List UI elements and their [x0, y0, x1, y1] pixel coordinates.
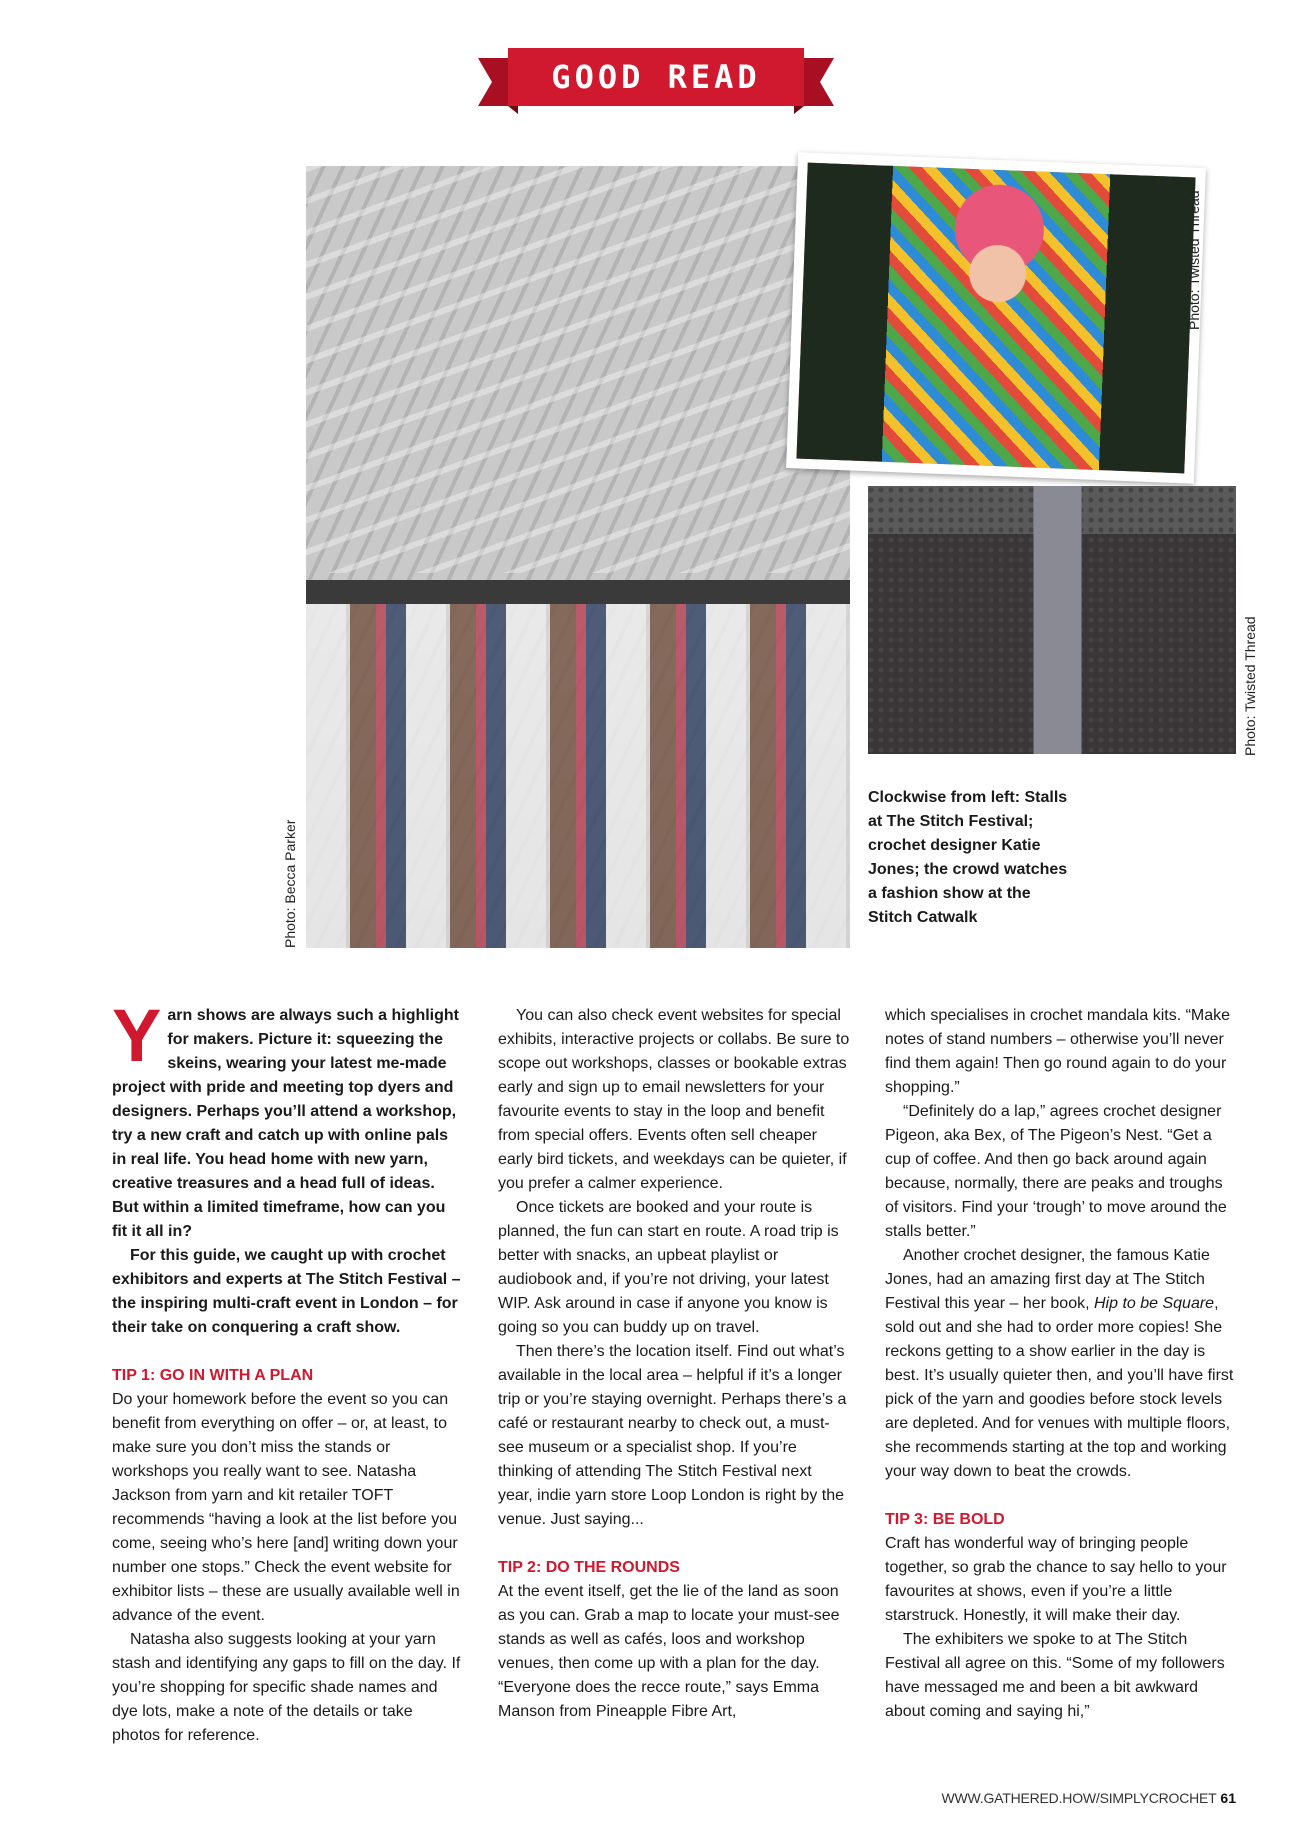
- tip-1-paragraph-1: Do your homework before the event so you can benefit from everything on offer – or, at least, to make sure you don’t miss the stands or workshops you really want to see. Natasha Jackson from yarn and kit retailer TOFT recommends “having a look at the list before you come, seeing who’s here [and] writing down your number one stops.” Check the event website for exhibitor lists – these are usually available well in advance of the event.: [112, 1391, 460, 1624]
- page-footer: [941, 1790, 1236, 1806]
- katie-jones-image: [796, 163, 1195, 474]
- article-column-3: [885, 1004, 1237, 1724]
- section-banner: [478, 44, 834, 116]
- banner-label: GOOD READ: [551, 58, 761, 96]
- photo-katie-jones: [786, 152, 1206, 483]
- col-3-paragraph-1: which specialises in crochet mandala kits. “Make notes of stand numbers – otherwise you’ll never find them again! Then go round again to do your shopping.”: [885, 1007, 1231, 1096]
- article-column-1: [112, 994, 464, 1748]
- col-3-paragraph-3-end: , sold out and she had to order more copies! She reckons getting to a show earlier in the day is best. It’s usually quieter then, and you’ll have first pick of the yarn and goodies before stock levels are depleted. And for venues with multiple floors, she recommends starting at the top and working your way down to beat the crowds.: [885, 1295, 1234, 1480]
- tip-3-paragraph-2: The exhibiters we spoke to at The Stitch Festival all agree on this. “Some of my followers have messaged me and been a bit awkward about coming and saying hi,”: [885, 1631, 1225, 1720]
- hall-roof-graphic: [306, 166, 850, 573]
- col-3-paragraph-2: “Definitely do a lap,” agrees crochet designer Pigeon, aka Bex, of The Pigeon’s Nest. “Get a cup of coffee. And then go back around again because, normally, there are peaks and troughs of visitors. Find your ‘trough’ to move around the stalls better.”: [885, 1103, 1227, 1240]
- col-2-paragraph-1: You can also check event websites for special exhibits, interactive projects or collabs. Be sure to scope out workshops, classes or bookable extras early and sign up to email newsletters for your favourite events to stay in the loop and benefit from special offers. Events often sell cheaper early bird tickets, and weekdays can be quieter, if you prefer a calmer experience.: [498, 1007, 850, 1192]
- article-column-2: [498, 1004, 850, 1724]
- lede-text: arn shows are always such a highlight for makers. Picture it: squeezing the skeins, wearing your latest me-made project with pride and meeting top dyers and designers. Perhaps you’ll attend a workshop, try a new craft and catch up with online pals in real life. You head home with new yarn, creative treasures and a head full of ideas. But within a limited timeframe, how can you fit it all in?: [112, 1007, 459, 1240]
- photo-stitch-festival-stalls: [306, 166, 850, 948]
- col-2-paragraph-2: Once tickets are booked and your route is planned, the fun can start en route. A road trip is better with snacks, an upbeat playlist or audiobook and, if you’re not driving, your latest WIP. Ask around in case if anyone you know is going so you can buddy up on travel.: [498, 1199, 839, 1336]
- photo-caption: Clockwise from left: Stalls at The Stitch Festival; crochet designer Katie Jones; the crowd watches a fashion show at the Stitch Catwalk: [868, 789, 1068, 926]
- hall-stalls-graphic: [306, 604, 850, 948]
- lede-paragraph-2: For this guide, we caught up with crochet exhibitors and experts at The Stitch Festival – the inspiring multi-craft event in London – for their take on conquering a craft show.: [112, 1247, 461, 1336]
- photo-catwalk-crowd: [868, 486, 1236, 754]
- book-title: Hip to be Square: [1093, 1295, 1215, 1312]
- footer-url[interactable]: WWW.GATHERED.HOW/SIMPLYCROCHET: [941, 1790, 1217, 1806]
- photo-credit-katie: Photo: Twisted Thread: [1186, 190, 1202, 330]
- tip-3-heading: TIP 3: BE BOLD: [885, 1511, 1005, 1528]
- photo-credit-crowd: Photo: Twisted Thread: [1242, 616, 1258, 756]
- tip-3-paragraph-1: Craft has wonderful way of bringing people together, so grab the chance to say hello to your favourites at shows, even if you’re a little starstruck. Honestly, it will make their day.: [885, 1535, 1227, 1624]
- col-2-paragraph-3: Then there’s the location itself. Find out what’s available in the local area – helpful if it’s a longer trip or you’re staying overnight. Perhaps there’s a café or restaurant nearby to check out, a must-see museum or a specialist shop. If you’re thinking of attending The Stitch Festival next year, indie yarn store Loop London is right by the venue. Just saying...: [498, 1343, 847, 1528]
- hall-balcony-graphic: [306, 580, 850, 603]
- photo-credit-main: Photo: Becca Parker: [282, 819, 298, 948]
- col-3-paragraph-3: [885, 1244, 1237, 1484]
- col-3-paragraph-3-start: Another crochet designer, the famous Katie Jones, had an amazing first day at The Stitch Festival this year – her book,: [885, 1247, 1210, 1312]
- tip-2-heading: TIP 2: DO THE ROUNDS: [498, 1559, 680, 1576]
- page-number: 61: [1220, 1790, 1236, 1806]
- dropcap: Y: [112, 994, 162, 1077]
- lede-paragraph: [112, 994, 464, 1244]
- tip-1-heading: TIP 1: GO IN WITH A PLAN: [112, 1367, 314, 1384]
- tip-1-paragraph-2: Natasha also suggests looking at your yarn stash and identifying any gaps to fill on the day. If you’re shopping for specific shade names and dye lots, make a note of the details or take photos for reference.: [112, 1631, 461, 1744]
- tip-2-paragraph-1: At the event itself, get the lie of the land as soon as you can. Grab a map to locate your must-see stands as well as cafés, loos and workshop venues, then come up with a plan for the day. “Everyone does the recce route,” says Emma Manson from Pineapple Fibre Art,: [498, 1583, 840, 1720]
